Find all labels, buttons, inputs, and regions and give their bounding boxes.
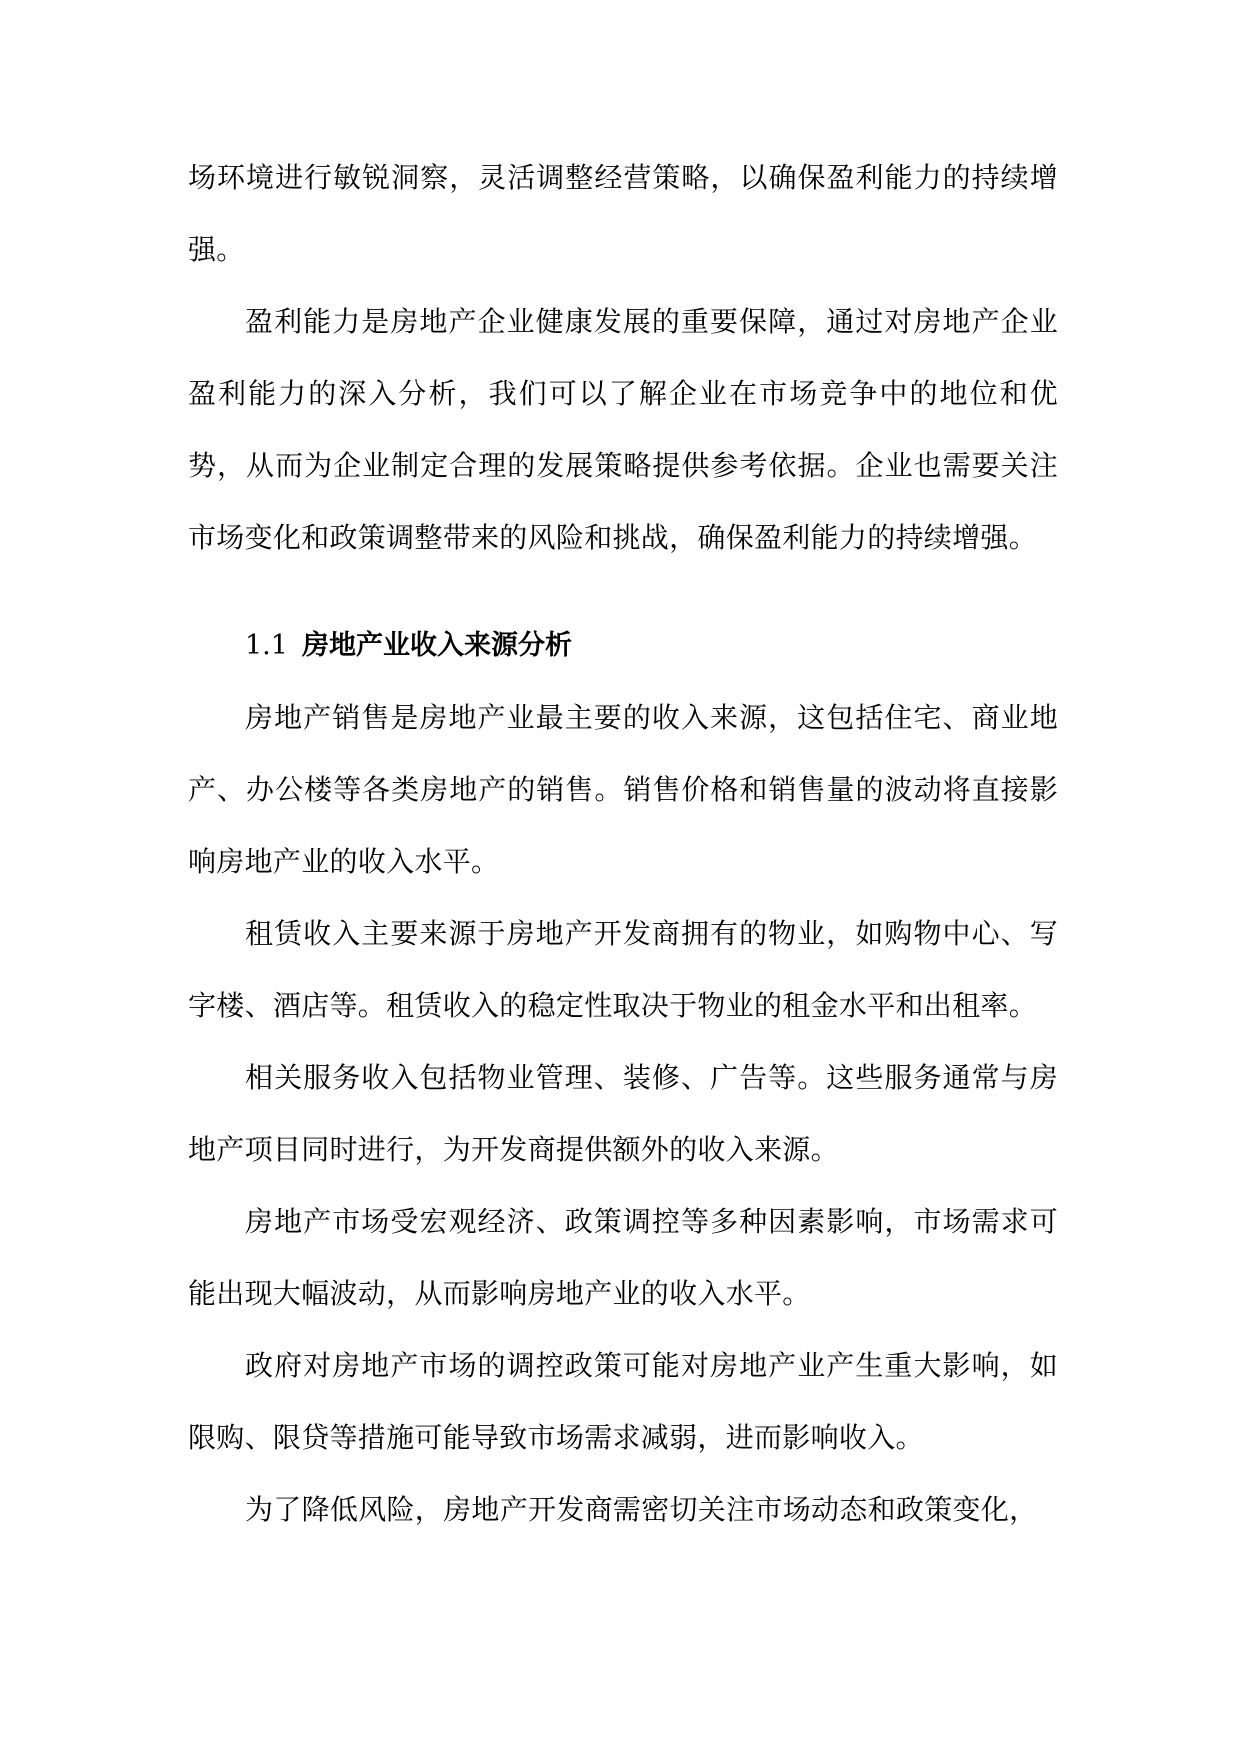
paragraph-policy-risk: 政府对房地产市场的调控政策可能对房地产业产生重大影响，如限购、限贷等措施可能导致市场需求减弱，进而影响收入。 [188,1349,1058,1454]
paragraph-service-income: 相关服务收入包括物业管理、装修、广告等。这些服务通常与房地产项目同时进行，为开发商提供额外的收入来源。 [188,1061,1058,1166]
paragraph-risk-mitigation: 为了降低风险，房地产开发商需密切关注市场动态和政策变化， [245,1493,1038,1526]
paragraph-continuation: 场环境进行敏锐洞察，灵活调整经营策略，以确保盈利能力的持续增强。 [188,161,1058,266]
paragraph-sales-income: 房地产销售是房地产业最主要的收入来源，这包括住宅、商业地产、办公楼等各类房地产的销售。销售价格和销售量的波动将直接影响房地产业的收入水平。 [188,701,1058,878]
paragraph-rental-income: 租赁收入主要来源于房地产开发商拥有的物业，如购物中心、写字楼、酒店等。租赁收入的稳定性取决于物业的租金水平和出租率。 [188,917,1058,1022]
document-body [188,142,1058,1546]
paragraph-market-risk: 房地产市场受宏观经济、政策调控等多种因素影响，市场需求可能出现大幅波动，从而影响房地产业的收入水平。 [188,1205,1058,1310]
section-title: 房地产业收入来源分析 [301,630,572,661]
section-heading [188,610,1058,682]
section-number: 1.1 [245,630,288,661]
paragraph-summary: 盈利能力是房地产企业健康发展的重要保障，通过对房地产企业盈利能力的深入分析，我们可以了解企业在市场竞争中的地位和优势，从而为企业制定合理的发展策略提供参考依据。企业也需要关注市场变化和政策调整带来的风险和挑战，确保盈利能力的持续增强。 [188,305,1058,554]
